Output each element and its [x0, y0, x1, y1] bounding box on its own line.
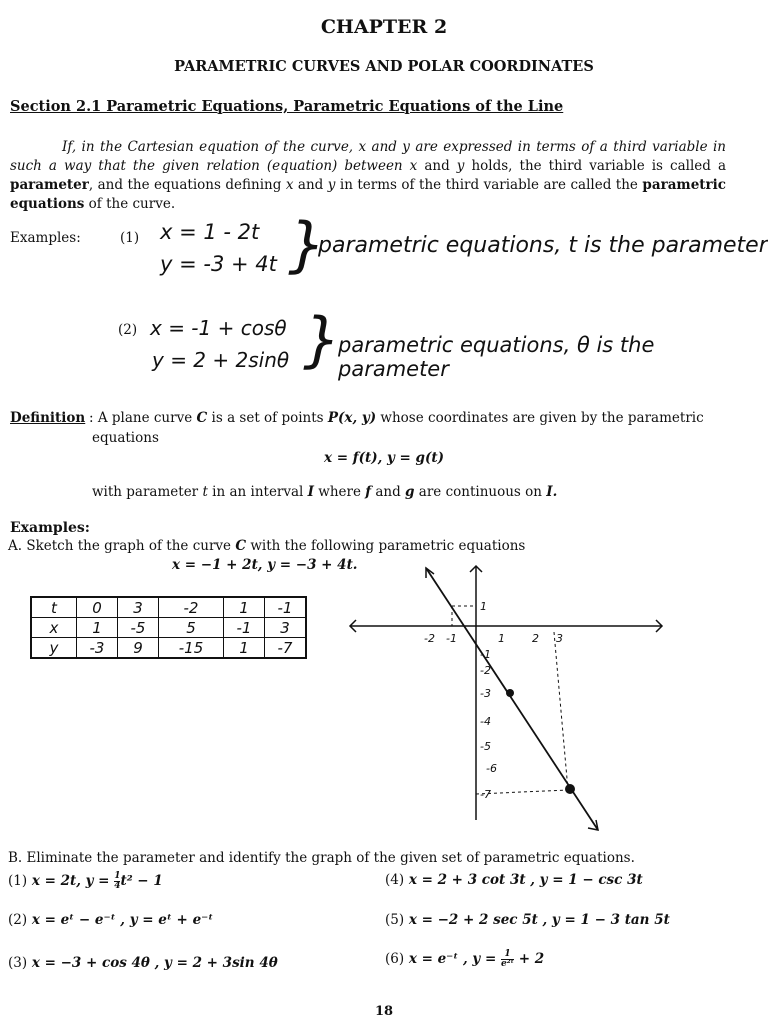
x-tick-label: 3 [556, 632, 563, 645]
table-cell: 3 [118, 597, 159, 618]
examples-label: Examples: [10, 230, 81, 246]
y-tick-label: 1 [480, 600, 487, 613]
example-2-note: parametric equations, θ is the parameter [338, 333, 655, 381]
x-tick-label: -2 [424, 632, 435, 645]
table-cell: -1 [265, 597, 307, 618]
page-number: 18 [374, 1004, 394, 1019]
part-a-equation: x = −1 + 2t, y = −3 + 4t. [172, 557, 358, 573]
y-tick-label: -2 [480, 664, 491, 677]
table-cell: -7 [265, 638, 307, 659]
table-row-t [31, 597, 306, 618]
table-cell: -1 [224, 618, 265, 638]
table-cell: -2 [159, 597, 224, 618]
table-cell: 3 [265, 618, 307, 638]
table-row-x [31, 618, 306, 638]
example-2-equation-x: x = -1 + cosθ [150, 316, 287, 340]
example-1-brace: } [288, 210, 327, 280]
table-cell: 9 [118, 638, 159, 659]
part-a-instruction: A. Sketch the graph of the curve C with the following parametric equations [8, 538, 526, 554]
intro-paragraph: If, in the Cartesian equation of the curve, x and y are expressed in terms of a third variable in such a way that the given relation (equation) between x and y holds, the third variable is called a parameter, and the equations defining x and y in terms of the third variable are called the parametric equations of the curve. [10, 139, 727, 212]
table-cell: 1 [224, 597, 265, 618]
x-tick-label: 2 [532, 632, 539, 645]
example-1-note: parametric equations, t is the parameter [318, 233, 768, 258]
exercise-5: (5) x = −2 + 2 sec 5t , y = 1 − 3 tan 5t [385, 912, 670, 928]
part-b-instruction: B. Eliminate the parameter and identify the graph of the given set of parametric equations. [8, 850, 635, 866]
table-cell: 0 [77, 597, 118, 618]
y-tick-label: -4 [480, 715, 491, 728]
definition-label: Definition [10, 410, 86, 426]
examples-heading: Examples: [10, 520, 90, 536]
exercise-2: (2) x = eᵗ − e⁻ᵗ , y = eᵗ + e⁻ᵗ [8, 912, 214, 928]
point-marker [506, 689, 514, 697]
table-row-y [31, 638, 306, 659]
x-tick-label: 1 [498, 632, 505, 645]
example-2-equation-y: y = 2 + 2sinθ [152, 348, 290, 372]
example-1-equation-y: y = -3 + 4t [160, 252, 277, 276]
table-cell: x [31, 618, 77, 638]
definition-text: : A plane curve C is a set of points P(x, y) whose coordinates are given by the parametric [89, 410, 704, 426]
exercise-4: (4) x = 2 + 3 cot 3t , y = 1 − csc 3t [385, 872, 643, 888]
table-cell: -5 [118, 618, 159, 638]
example-2-number: (2) [118, 322, 138, 338]
chapter-heading: CHAPTER 2 [320, 16, 448, 38]
point-marker [565, 784, 575, 794]
table-cell: -3 [77, 638, 118, 659]
example-2-brace: } [303, 305, 342, 375]
table-cell: 1 [77, 618, 118, 638]
section-title: Section 2.1 Parametric Equations, Parametric Equations of the Line [10, 98, 564, 115]
table-cell: y [31, 638, 77, 659]
x-tick-label: -1 [446, 632, 457, 645]
chapter-subtitle: PARAMETRIC CURVES AND POLAR COORDINATES [174, 58, 594, 75]
y-tick-label: -5 [480, 740, 491, 753]
exercise-1: (1) x = 2t, y = $\frac{1}{4}$ t² − 1 [8, 871, 163, 891]
definition-condition: with parameter t in an interval I where f and g are continuous on I. [92, 484, 558, 500]
table-cell: 1 [224, 638, 265, 659]
table-cell: t [31, 597, 77, 618]
example-1-number: (1) [120, 230, 140, 246]
y-tick-label: -7 [480, 788, 491, 801]
table-cell: 5 [159, 618, 224, 638]
y-tick-label: -3 [480, 687, 491, 700]
y-tick-label: -1 [480, 648, 491, 661]
y-tick-label: -6 [486, 762, 497, 775]
exercise-3: (3) x = −3 + cos 4θ , y = 2 + 3sin 4θ [8, 955, 278, 971]
values-table [30, 596, 307, 659]
parametric-line-graph [340, 560, 670, 840]
example-1-equation-x: x = 1 - 2t [160, 220, 260, 244]
definition-equation: x = f(t), y = g(t) [324, 450, 444, 466]
definition-text-line2: equations [92, 430, 159, 446]
table-cell: -15 [159, 638, 224, 659]
exercise-6: (6) x = e⁻ᵗ , y = $\frac{1}{\text{e²ᵗ}}$ + 2 [385, 949, 545, 969]
